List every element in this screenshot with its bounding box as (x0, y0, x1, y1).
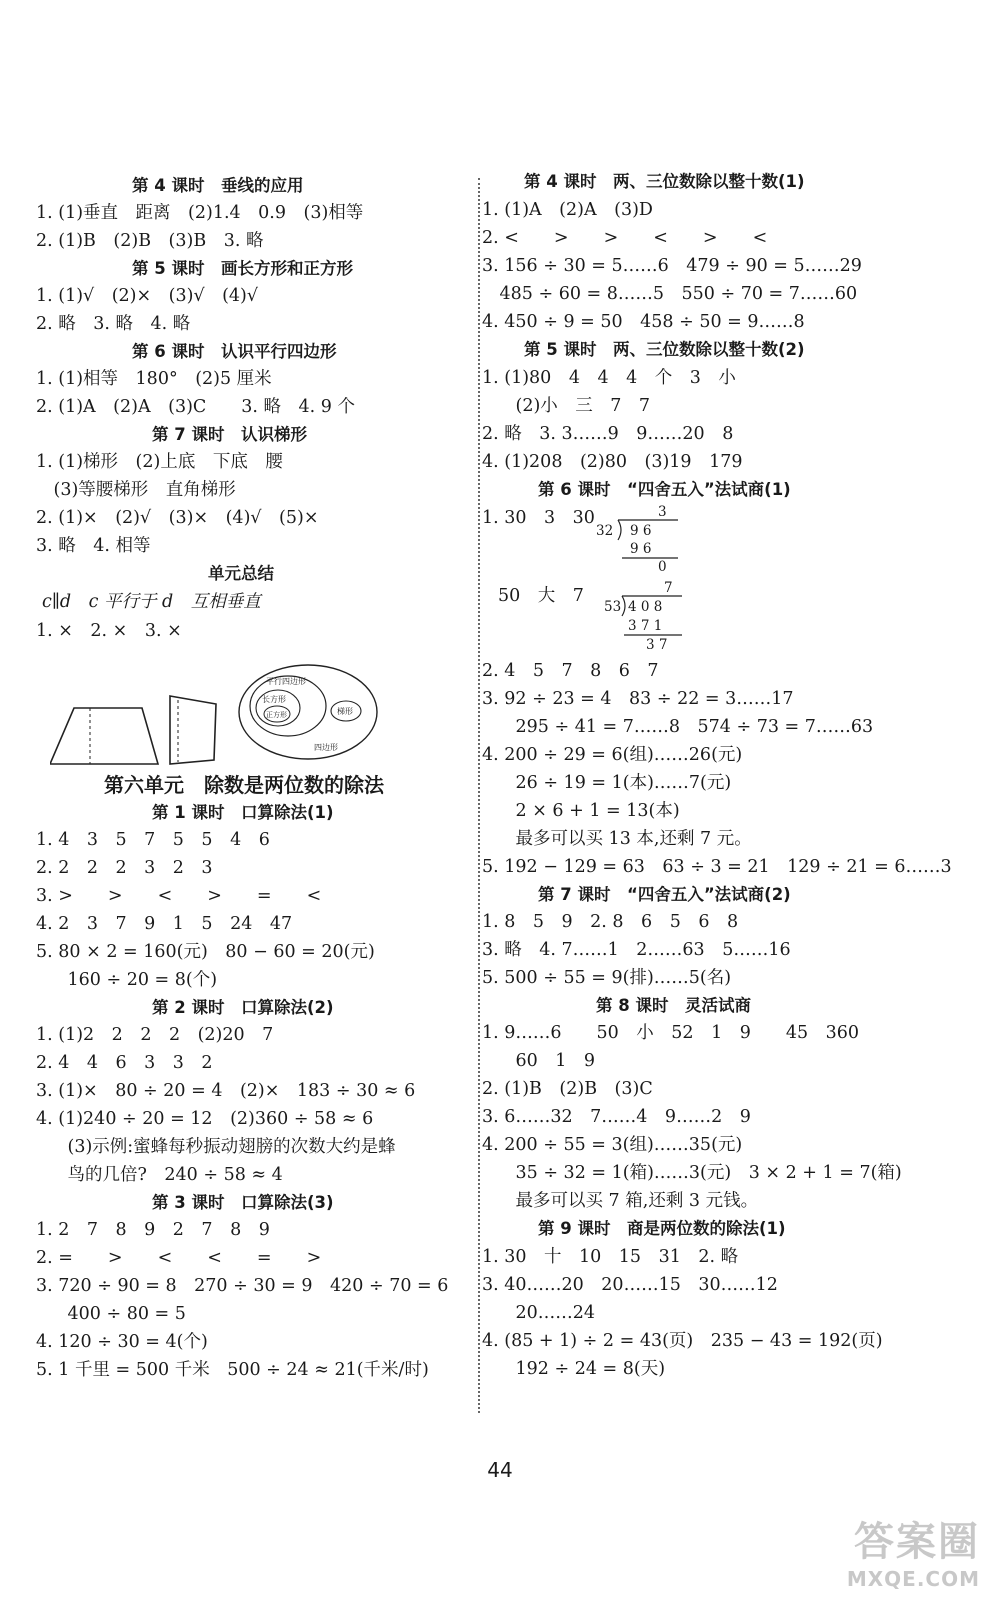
right-trapezoid-shape (50, 708, 158, 764)
answer-line: 4. 200 ÷ 29 = 6(组)……26(元) (482, 745, 743, 765)
long-division-2 (604, 580, 694, 654)
quadrilateral-venn-diagram (236, 662, 386, 762)
answer-line: 4. 2 3 7 9 1 5 24 47 (36, 914, 293, 934)
page-number: 44 (487, 1458, 513, 1482)
long-division-1 (596, 504, 686, 576)
dividend: 4 0 8 (628, 599, 663, 615)
answer-line: 3. > > < > = < (36, 886, 322, 906)
lesson-5-heading: 第 5 课时 画长方形和正方形 (132, 259, 353, 278)
answer-line: 60 1 9 (498, 1051, 596, 1071)
answer-line: 3. 40……20 20……15 30……12 (482, 1275, 778, 1295)
watermark (810, 1510, 980, 1590)
answer-line: 4. 450 ÷ 9 = 50 458 ÷ 50 = 9……8 (482, 312, 805, 332)
answer-line: 1. (1)梯形 (2)上底 下底 腰 (36, 452, 283, 472)
answer-line: 50 大 7 (498, 586, 584, 606)
answer-line: 3. 略 4. 7……1 2……63 5……16 (482, 940, 791, 960)
quadrilateral-label: 四边形 (314, 743, 338, 752)
answer-line: 26 ÷ 19 = 1(本)……7(元) (498, 773, 732, 793)
answer-line: 192 ÷ 24 = 8(天) (498, 1359, 666, 1379)
trapezoid-label: 梯形 (337, 707, 353, 716)
answer-line: 1. 2 7 8 9 2 7 8 9 (36, 1220, 270, 1240)
answer-line: 2. (1)B (2)B (3)C (482, 1079, 653, 1099)
answer-line: 1. 9……6 50 小 52 1 9 45 360 (482, 1023, 860, 1043)
answer-line: 1. (1)垂直 距离 (2)1.4 0.9 (3)相等 (36, 203, 364, 223)
answer-line: 3. 6……32 7……4 9……2 9 (482, 1107, 751, 1127)
answer-line: 400 ÷ 80 = 5 (50, 1304, 186, 1324)
divisor: 53 (604, 599, 622, 615)
answer-line: 2. 略 3. 3……9 9……20 8 (482, 424, 734, 444)
division-bracket (596, 504, 686, 576)
answer-line: 5. 500 ÷ 55 = 9(排)……5(名) (482, 968, 732, 988)
answer-line: 4. (85 + 1) ÷ 2 = 43(页) 235 − 43 = 192(页) (482, 1331, 883, 1351)
watermark-url: MXQE.COM (846, 1567, 980, 1591)
dividend: 9 6 (630, 523, 652, 539)
answer-line: 2. (1)× (2)√ (3)× (4)√ (5)× (36, 508, 319, 528)
answer-line: 295 ÷ 41 = 7……8 574 ÷ 73 = 7……63 (498, 717, 874, 737)
answer-line: 2. = > < < = > (36, 1248, 322, 1268)
divisor: 32 (596, 523, 614, 539)
answer-line: 2. 2 2 2 3 2 3 (36, 858, 213, 878)
answer-line: 1. (1)√ (2)× (3)√ (4)√ (36, 286, 259, 306)
answer-line: 1. 8 5 9 2. 8 6 5 6 8 (482, 912, 739, 932)
answer-line: c∥d c 平行于 d 互相垂直 (42, 592, 261, 612)
lesson-8-right-heading: 第 8 课时 灵活试商 (596, 996, 751, 1015)
lesson-4-heading: 第 4 课时 垂线的应用 (132, 176, 304, 195)
answer-line: 1. (1)A (2)A (3)D (482, 200, 653, 220)
quotient: 7 (664, 580, 673, 596)
lesson-5-right-heading: 第 5 课时 两、三位数除以整十数(2) (524, 340, 805, 359)
lesson-9-right-heading: 第 9 课时 商是两位数的除法(1) (538, 1219, 786, 1238)
product: 9 6 (630, 541, 652, 557)
answer-line: 3. 92 ÷ 23 = 4 83 ÷ 22 = 3……17 (482, 689, 794, 709)
answer-line: 485 ÷ 60 = 8……5 550 ÷ 70 = 7……60 (482, 284, 858, 304)
answer-line: 1. (1)相等 180° (2)5 厘米 (36, 369, 272, 389)
unit-summary-heading: 单元总结 (208, 564, 274, 583)
lesson-6-right-heading: 第 6 课时 “四舍五入”法试商(1) (538, 480, 791, 499)
answer-line: 5. 80 × 2 = 160(元) 80 − 60 = 20(元) (36, 942, 375, 962)
answer-line: (3)等腰梯形 直角梯形 (36, 480, 236, 500)
unit6-lesson-2-heading: 第 2 课时 口算除法(2) (152, 998, 334, 1017)
column-divider (478, 178, 480, 1413)
answer-line: 3. (1)× 80 ÷ 20 = 4 (2)× 183 ÷ 30 ≈ 6 (36, 1081, 416, 1101)
answer-line: (2)小 三 7 7 (498, 396, 651, 416)
rectangle-label: 长方形 (262, 695, 286, 704)
answer-line: 4. 200 ÷ 55 = 3(组)……35(元) (482, 1135, 743, 1155)
answer-line: 最多可以买 7 箱,还剩 3 元钱。 (498, 1191, 759, 1211)
quadrilateral-shape (170, 696, 216, 764)
answer-line: 3. 略 4. 相等 (36, 536, 151, 556)
quotient: 3 (658, 504, 667, 520)
answer-line: 1. (1)2 2 2 2 (2)20 7 (36, 1025, 274, 1045)
answer-line: 1. (1)80 4 4 4 个 3 小 (482, 368, 736, 388)
answer-line: 鸟的几倍? 240 ÷ 58 ≈ 4 (50, 1165, 283, 1185)
answer-line: 20……24 (498, 1303, 596, 1323)
parallelogram-label: 平行四边形 (266, 677, 306, 686)
answer-line: 160 ÷ 20 = 8(个) (50, 970, 218, 990)
lesson-7-heading: 第 7 课时 认识梯形 (152, 425, 307, 444)
watermark-logo-text: 答案圈 (854, 1519, 980, 1565)
quadrilateral-ellipse (239, 665, 377, 759)
answer-line: 2. (1)A (2)A (3)C 3. 略 4. 9 个 (36, 397, 356, 417)
answer-line: 2. 略 3. 略 4. 略 (36, 314, 191, 334)
answer-line: 2 × 6 + 1 = 13(本) (498, 801, 680, 821)
answer-line: 最多可以买 13 本,还剩 7 元。 (498, 829, 752, 849)
lesson-7-right-heading: 第 7 课时 “四舍五入”法试商(2) (538, 885, 791, 904)
unit-6-title: 第六单元 除数是两位数的除法 (104, 773, 384, 797)
answer-line: 4. (1)240 ÷ 20 = 12 (2)360 ÷ 58 ≈ 6 (36, 1109, 374, 1129)
answer-line: (3)示例:蜜蜂每秒振动翅膀的次数大约是蜂 (50, 1137, 396, 1157)
answer-line: 2. < > > < > < (482, 228, 768, 248)
lesson-6-heading: 第 6 课时 认识平行四边形 (132, 342, 337, 361)
answer-line: 2. (1)B (2)B (3)B 3. 略 (36, 231, 264, 251)
lesson-4-right-heading: 第 4 课时 两、三位数除以整十数(1) (524, 172, 805, 191)
answer-line: 1. 4 3 5 7 5 5 4 6 (36, 830, 270, 850)
answer-line: 5. 1 千里 = 500 千米 500 ÷ 24 ≈ 21(千米/时) (36, 1360, 429, 1380)
answer-line: 4. (1)208 (2)80 (3)19 179 (482, 452, 743, 472)
remainder: 3 7 (646, 637, 668, 653)
answer-line: 2. 4 5 7 8 6 7 (482, 661, 659, 681)
unit6-lesson-1-heading: 第 1 课时 口算除法(1) (152, 803, 334, 822)
answer-line: 1. 30 十 10 15 31 2. 略 (482, 1247, 739, 1267)
product: 3 7 1 (628, 618, 663, 634)
division-bracket (604, 580, 694, 654)
remainder: 0 (658, 559, 667, 575)
answer-line: 1. 30 3 30 (482, 508, 595, 528)
answer-line: 3. 720 ÷ 90 = 8 270 ÷ 30 = 9 420 ÷ 70 = 6 (36, 1276, 449, 1296)
answer-line: 4. 120 ÷ 30 = 4(个) (36, 1332, 208, 1352)
answer-line: 35 ÷ 32 = 1(箱)……3(元) 3 × 2 + 1 = 7(箱) (498, 1163, 902, 1183)
answer-line: 3. 156 ÷ 30 = 5……6 479 ÷ 90 = 5……29 (482, 256, 862, 276)
answer-line: 1. × 2. × 3. × (36, 621, 182, 641)
unit6-lesson-3-heading: 第 3 课时 口算除法(3) (152, 1193, 334, 1212)
answer-line: 2. 4 4 6 3 3 2 (36, 1053, 213, 1073)
square-label: 正方形 (266, 711, 287, 719)
answer-line: 5. 192 − 129 = 63 63 ÷ 3 = 21 129 ÷ 21 = 6……3 (482, 857, 952, 877)
